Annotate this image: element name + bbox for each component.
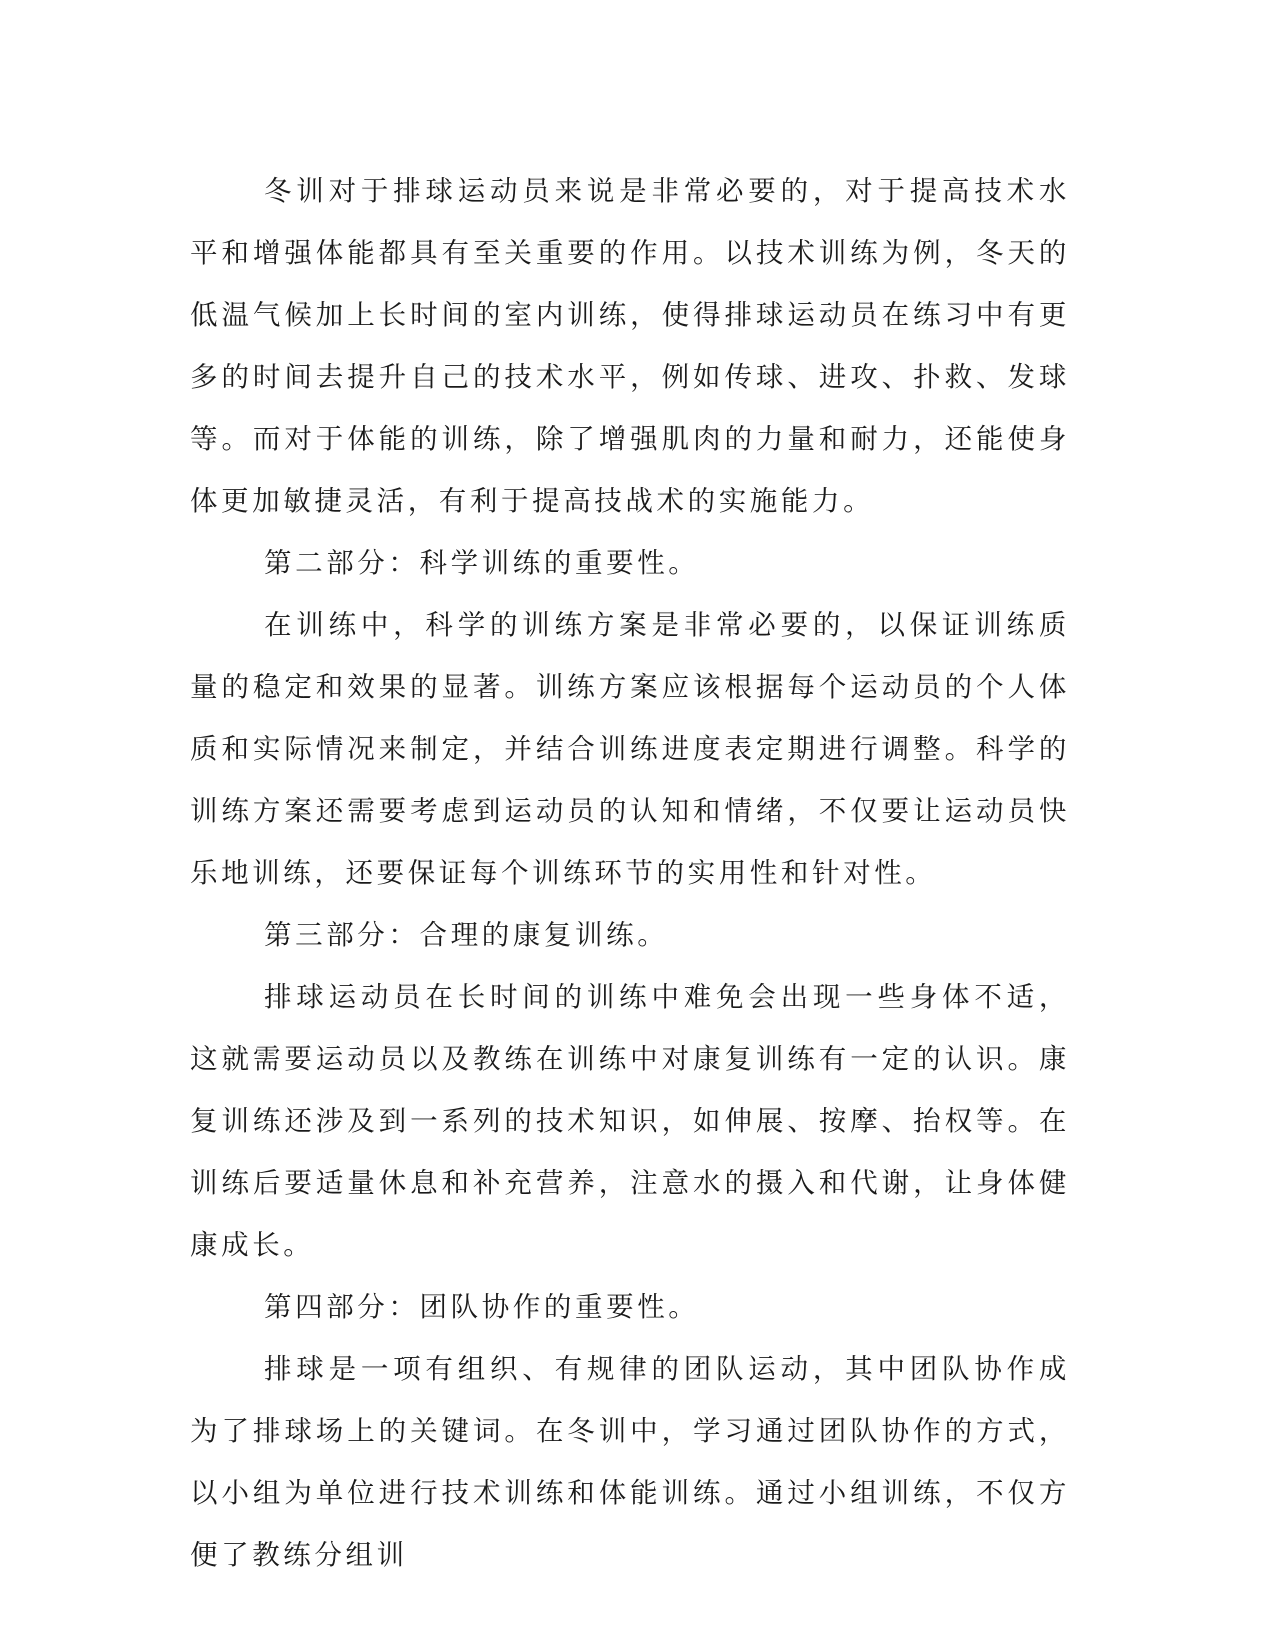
section-heading-part-two: 第二部分：科学训练的重要性。 [264,547,700,579]
section-heading-part-three: 第三部分：合理的康复训练。 [264,919,669,951]
document-body [190,160,1070,1586]
paragraph-winter-training-benefits: 冬训对于排球运动员来说是非常必要的，对于提高技术水平和增强体能都具有至关重要的作用。以技术训练为例，冬天的低温气候加上长时间的室内训练，使得排球运动员在练习中有更多的时间去提升自己的技术水平，例如传球、进攻、扑救、发球等。而对于体能的训练，除了增强肌肉的力量和耐力，还能使身体更加敏捷灵活，有利于提高技战术的实施能力。 [190,175,1070,517]
paragraph-scientific-training: 在训练中，科学的训练方案是非常必要的，以保证训练质量的稳定和效果的显著。训练方案应该根据每个运动员的个人体质和实际情况来制定，并结合训练进度表定期进行调整。科学的训练方案还需要考虑到运动员的认知和情绪，不仅要让运动员快乐地训练，还要保证每个训练环节的实用性和针对性。 [190,609,1070,889]
section-heading-part-four: 第四部分：团队协作的重要性。 [264,1291,700,1323]
paragraph-teamwork: 排球是一项有组织、有规律的团队运动，其中团队协作成为了排球场上的关键词。在冬训中，学习通过团队协作的方式，以小组为单位进行技术训练和体能训练。通过小组训练，不仅方便了教练分组训 [190,1353,1070,1571]
paragraph-rehabilitation: 排球运动员在长时间的训练中难免会出现一些身体不适，这就需要运动员以及教练在训练中对康复训练有一定的认识。康复训练还涉及到一系列的技术知识，如伸展、按摩、抬权等。在训练后要适量休息和补充营养，注意水的摄入和代谢，让身体健康成长。 [190,981,1070,1261]
